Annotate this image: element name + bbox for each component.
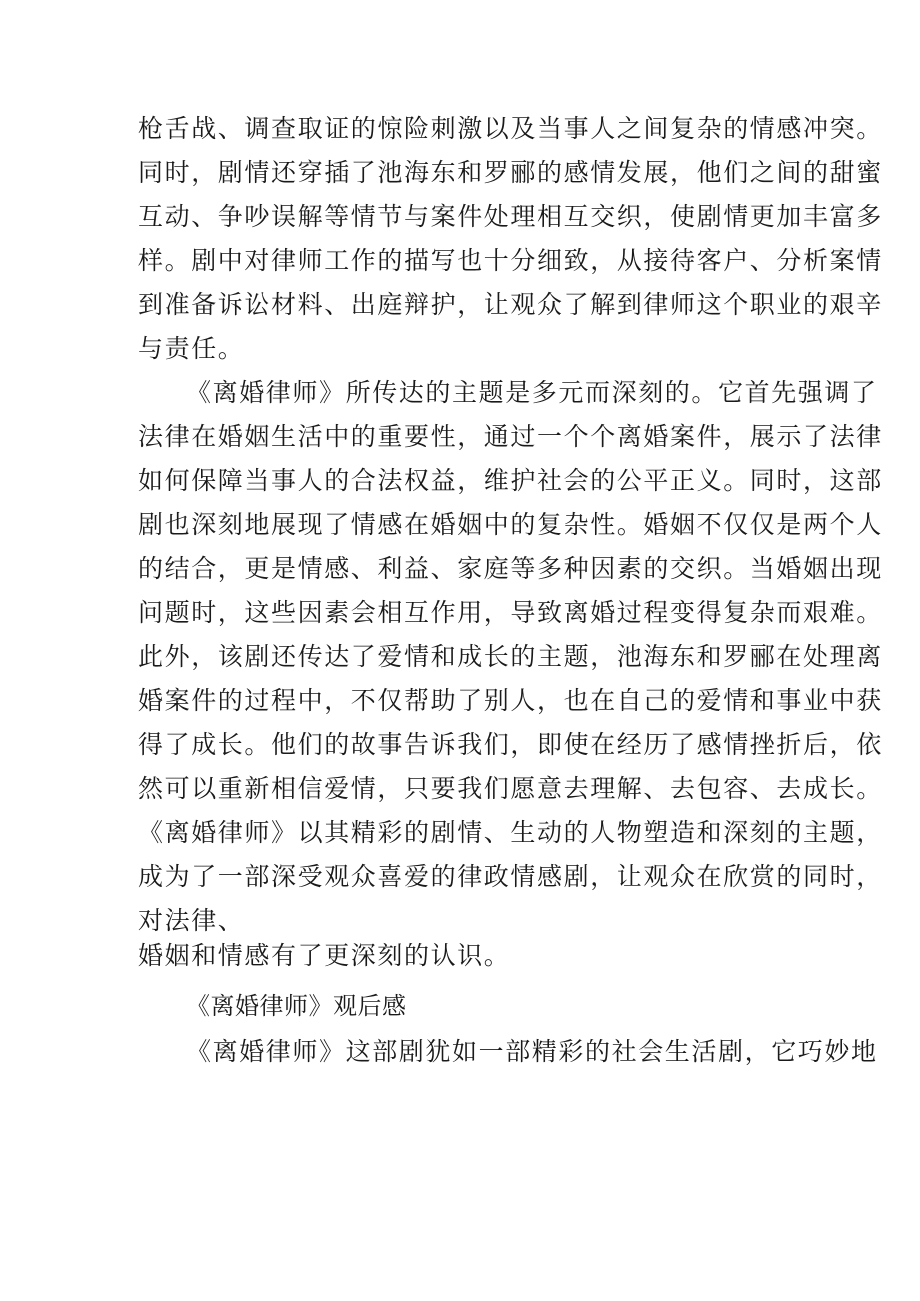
text-line: 此外，该剧还传达了爱情和成长的主题，池海东和罗郦在处理离 (138, 642, 883, 671)
text-line: 的结合，更是情感、利益、家庭等多种因素的交织。当婚姻出现 (138, 554, 883, 583)
text-line: 与责任。 (138, 334, 245, 363)
text-line: 剧也深刻地展现了情感在婚姻中的复杂性。婚姻不仅仅是两个人 (138, 510, 883, 539)
text-line: 枪舌战、调查取证的惊险刺激以及当事人之间复杂的情感冲突。 (138, 114, 883, 143)
text-line: 《离婚律师》以其精彩的剧情、生动的人物塑造和深刻的主题， (138, 818, 883, 847)
text-line: 法律在婚姻生活中的重要性，通过一个个离婚案件，展示了法律 (138, 422, 883, 451)
paragraph-start-line: 《离婚律师》这部剧犹如一部精彩的社会生活剧，它巧妙地 (186, 1037, 878, 1066)
text-line: 如何保障当事人的合法权益，维护社会的公平正义。同时，这部 (138, 466, 883, 495)
text-line: 对法律、 (138, 906, 245, 935)
text-line: 得了成长。他们的故事告诉我们，即使在经历了感情挫折后，依 (138, 730, 883, 759)
text-line: 互动、争吵误解等情节与案件处理相互交织，使剧情更加丰富多 (138, 202, 883, 231)
text-line: 同时，剧情还穿插了池海东和罗郦的感情发展，他们之间的甜蜜 (138, 158, 883, 187)
text-line: 问题时，这些因素会相互作用，导致离婚过程变得复杂而艰难。 (138, 598, 883, 627)
text-line: 成为了一部深受观众喜爱的律政情感剧，让观众在欣赏的同时， (138, 862, 883, 891)
text-line: 到准备诉讼材料、出庭辩护，让观众了解到律师这个职业的艰辛 (138, 290, 883, 319)
paragraph-start-line: 《离婚律师》所传达的主题是多元而深刻的。它首先强调了 (186, 378, 878, 407)
text-line: 婚姻和情感有了更深刻的认识。 (138, 941, 511, 970)
text-line: 样。剧中对律师工作的描写也十分细致，从接待客户、分析案情 (138, 246, 883, 275)
text-line: 婚案件的过程中，不仅帮助了别人，也在自己的爱情和事业中获 (138, 686, 883, 715)
section-title: 《离婚律师》观后感 (186, 992, 407, 1020)
text-line: 然可以重新相信爱情，只要我们愿意去理解、去包容、去成长。 (138, 774, 883, 803)
